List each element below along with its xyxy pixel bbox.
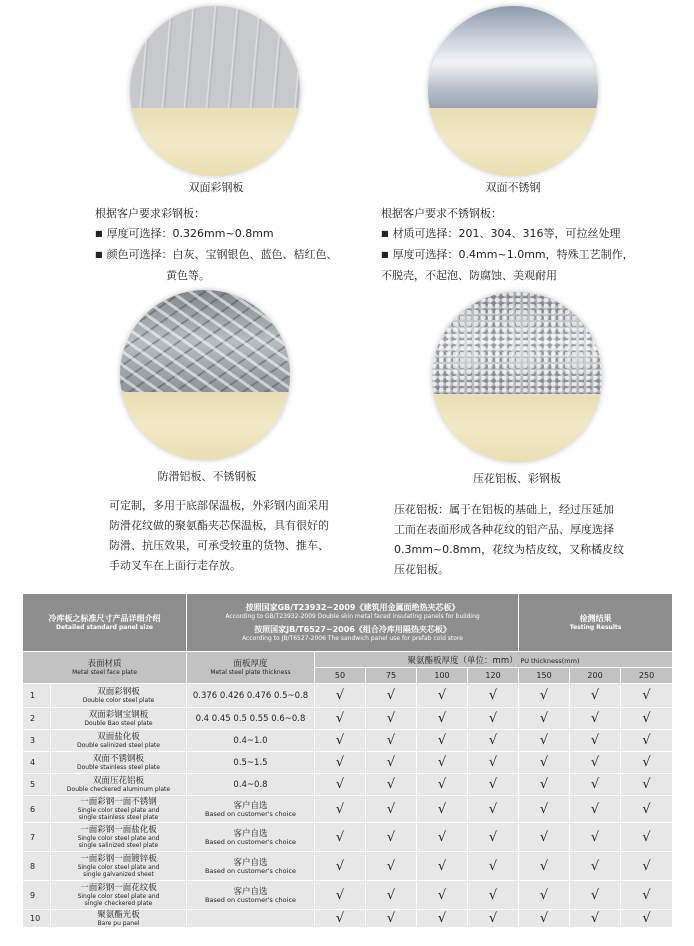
check-mark-cell: √ — [468, 730, 519, 752]
check-mark-cell: √ — [468, 910, 519, 928]
table-row — [23, 708, 673, 730]
feature-intro: 根据客户要求不锈钢板： — [381, 207, 502, 220]
plate-thickness-cell — [187, 796, 315, 823]
check-mark-cell: √ — [468, 823, 519, 852]
plate-thickness-cell — [187, 708, 315, 730]
pu-size-cell: 100 — [417, 668, 468, 684]
face-plate-zh: 聚氨酯光板 — [97, 910, 140, 920]
plate-thickness-cell — [187, 881, 315, 910]
plate-thickness-value: 客户自选 — [233, 828, 268, 839]
check-mark-cell: √ — [621, 823, 673, 852]
face-plate-en: single checkered plate — [84, 900, 153, 907]
check-mark-cell: √ — [570, 752, 621, 774]
plate-thickness-value: 客户自选 — [233, 886, 268, 897]
check-mark-cell: √ — [621, 796, 673, 823]
face-plate-header-en: Metal steel face plate — [72, 669, 137, 676]
table-row — [23, 823, 673, 852]
feature-bullet: ■ 厚度可选择：0.326mm~0.8mm — [95, 224, 338, 245]
feature-caption: 防滑铝板、不锈钢板 — [157, 470, 257, 483]
check-mark-cell: √ — [621, 730, 673, 752]
check-mark-cell: √ — [417, 910, 468, 928]
face-plate-cell — [51, 796, 187, 823]
check-mark-cell: √ — [366, 852, 417, 881]
feature-text-line: 压花铝板。 — [394, 563, 449, 576]
table-row — [23, 852, 673, 881]
check-mark-cell: √ — [417, 708, 468, 730]
feature-text-line: 可定制，多用于底部保温板，外彩钢内面采用 — [109, 499, 329, 512]
thickness-header-en: Metal steel plate thickness — [210, 669, 291, 676]
check-mark-cell: √ — [315, 823, 366, 852]
face-plate-zh: 一面彩钢一面镀锌板 — [80, 854, 157, 864]
face-plate-cell — [51, 730, 187, 752]
feature-description — [394, 500, 624, 580]
check-mark-cell: √ — [417, 881, 468, 910]
check-mark-cell: √ — [366, 774, 417, 796]
check-mark-cell: √ — [315, 730, 366, 752]
face-plate-zh: 双面彩钢板 — [97, 687, 140, 697]
check-mark-cell: √ — [366, 823, 417, 852]
plate-thickness-en: Based on customer's choice — [204, 866, 297, 875]
check-mark-cell: √ — [570, 881, 621, 910]
plate-thickness-value: 客户自选 — [233, 800, 268, 811]
check-mark-cell: √ — [468, 684, 519, 708]
feature-bullet-continued: 不脱壳，不起泡、防腐蚀、美观耐用 — [381, 269, 557, 282]
face-plate-zh: 一面彩钢一面花纹板 — [80, 883, 157, 893]
spec-table-body — [23, 684, 673, 928]
pu-thickness-header-en: PU thickness(mm) — [520, 656, 580, 665]
check-mark-cell: √ — [570, 852, 621, 881]
face-plate-zh: 双面彩钢宝钢板 — [88, 710, 149, 720]
check-mark-cell: √ — [315, 910, 366, 928]
check-mark-cell: √ — [315, 752, 366, 774]
check-mark-cell: √ — [315, 852, 366, 881]
plate-thickness-cell — [187, 774, 315, 796]
plate-thickness-value: 0.4 0.45 0.5 0.55 0.6~0.8 — [195, 713, 306, 724]
plate-thickness-en: Based on customer's choice — [204, 809, 297, 818]
pu-size-cell: 150 — [519, 668, 570, 684]
panel-image-anti-slip-plate — [120, 290, 290, 460]
face-plate-cell — [51, 823, 187, 852]
check-mark-cell: √ — [417, 730, 468, 752]
table-row — [23, 910, 673, 928]
face-plate-header-zh: 表面材质 — [87, 659, 122, 669]
check-mark-cell: √ — [417, 684, 468, 708]
plate-thickness-cell — [187, 752, 315, 774]
check-mark-cell: √ — [417, 852, 468, 881]
pu-size-cell: 75 — [366, 668, 417, 684]
face-plate-cell — [51, 684, 187, 708]
feature-caption: 双面彩钢板 — [188, 181, 244, 194]
panel-image-embossed-plate — [432, 292, 602, 462]
table-title — [23, 594, 187, 652]
check-mark-cell: √ — [366, 881, 417, 910]
check-mark-cell: √ — [570, 708, 621, 730]
check-mark-cell: √ — [468, 852, 519, 881]
face-plate-cell — [51, 752, 187, 774]
check-mark-cell: √ — [519, 708, 570, 730]
check-mark-cell: √ — [468, 796, 519, 823]
plate-thickness-value: 0.4~0.8 — [233, 779, 268, 790]
plate-thickness-cell — [187, 852, 315, 881]
feature-text-line: 手动叉车在上面行走存放。 — [109, 559, 241, 572]
feature-bullet-continued: 黄色等。 — [166, 269, 210, 282]
check-mark-cell: √ — [366, 708, 417, 730]
table-row — [23, 752, 673, 774]
check-mark-cell: √ — [417, 796, 468, 823]
check-mark-cell: √ — [468, 881, 519, 910]
face-plate-en: Single color steel plate and — [77, 807, 160, 814]
check-mark-cell: √ — [366, 910, 417, 928]
row-index: 10 — [23, 910, 51, 928]
standard-gb-en: According to GB/T23932-2009 Double skin metal faced insulating panels for building — [225, 613, 480, 620]
standard-jb-en: According to JB/T6527-2006 The sandwich panel use for prefab cold store — [242, 635, 463, 642]
face-plate-en: single salinized steel plate — [78, 842, 159, 849]
check-mark-cell: √ — [621, 910, 673, 928]
row-index: 5 — [23, 774, 51, 796]
face-plate-zh: 一面彩钢一面不锈钢 — [80, 797, 157, 807]
panel-image-double-stainless-steel — [428, 6, 598, 176]
check-mark-cell: √ — [366, 684, 417, 708]
plate-thickness-cell — [187, 684, 315, 708]
check-mark-cell: √ — [417, 823, 468, 852]
feature-text-line: 压花铝板：属于在铝板的基础上，经过压延加 — [394, 503, 614, 516]
check-mark-cell: √ — [519, 852, 570, 881]
face-plate-en: Single color steel plate and — [77, 864, 160, 871]
table-standards — [187, 594, 519, 652]
row-index: 1 — [23, 684, 51, 708]
check-mark-cell: √ — [519, 796, 570, 823]
check-mark-cell: √ — [570, 774, 621, 796]
check-mark-cell: √ — [315, 796, 366, 823]
check-mark-cell: √ — [519, 774, 570, 796]
face-plate-header — [23, 652, 187, 684]
plate-thickness-cell — [187, 823, 315, 852]
row-index: 9 — [23, 881, 51, 910]
face-plate-en: single galvanized sheet — [83, 871, 154, 878]
row-index: 7 — [23, 823, 51, 852]
plate-thickness-en: Based on customer's choice — [204, 837, 297, 846]
check-mark-cell: √ — [519, 823, 570, 852]
pu-thickness-header — [315, 652, 673, 668]
check-mark-cell: √ — [417, 752, 468, 774]
plate-thickness-cell — [187, 730, 315, 752]
check-mark-cell: √ — [315, 684, 366, 708]
table-row — [23, 796, 673, 823]
face-plate-zh: 一面彩钢一面盐化板 — [80, 825, 157, 835]
face-plate-en: Double stainless steel plate — [77, 764, 160, 771]
table-title-en: Detailed standard panel size — [56, 624, 153, 631]
check-mark-cell: √ — [621, 684, 673, 708]
pu-size-cell: 250 — [621, 668, 673, 684]
check-mark-cell: √ — [315, 708, 366, 730]
plate-thickness-value: 0.376 0.426 0.476 0.5~0.8 — [192, 690, 309, 701]
face-plate-cell — [51, 852, 187, 881]
standard-gb-zh: 按照国家GB/T23932~2009《建筑用金属面绝热夹芯板》 — [245, 603, 460, 612]
face-plate-en: Double checkered aluminum plate — [66, 786, 171, 793]
thickness-header — [187, 652, 315, 684]
plate-thickness-en: Based on customer's choice — [204, 895, 297, 904]
face-plate-zh: 双面盐化板 — [97, 732, 140, 742]
check-mark-cell: √ — [621, 881, 673, 910]
row-index: 6 — [23, 796, 51, 823]
thickness-header-zh: 面板厚度 — [233, 659, 268, 669]
face-plate-cell — [51, 774, 187, 796]
pu-size-cell: 50 — [315, 668, 366, 684]
face-plate-en: Bare pu panel — [97, 920, 140, 927]
check-mark-cell: √ — [621, 708, 673, 730]
check-mark-cell: √ — [519, 684, 570, 708]
face-plate-en: Single color steel plate and — [77, 893, 160, 900]
face-plate-en: Double color steel plate — [82, 697, 155, 704]
row-index: 4 — [23, 752, 51, 774]
check-mark-cell: √ — [315, 881, 366, 910]
testing-results-zh: 检测结果 — [579, 614, 612, 623]
face-plate-en: Double Bao steel plate — [84, 720, 153, 727]
feature-caption: 双面不锈钢 — [485, 181, 541, 194]
testing-results-en: Testing Results — [569, 624, 622, 631]
feature-text-line: 0.3mm~0.8mm，花纹为桔皮纹，又称橘皮纹 — [394, 543, 625, 556]
table-row — [23, 684, 673, 708]
table-row — [23, 774, 673, 796]
testing-results-header — [519, 594, 673, 652]
check-mark-cell: √ — [468, 774, 519, 796]
pu-size-cell: 200 — [570, 668, 621, 684]
face-plate-cell — [51, 910, 187, 928]
check-mark-cell: √ — [315, 774, 366, 796]
feature-description — [109, 496, 329, 576]
feature-description — [381, 204, 634, 286]
check-mark-cell: √ — [366, 730, 417, 752]
feature-text-line: 防滑、抗压效果，可承受较重的货物、推车、 — [109, 539, 329, 552]
panel-spec-table — [22, 593, 673, 928]
row-index: 3 — [23, 730, 51, 752]
face-plate-cell — [51, 708, 187, 730]
row-index: 2 — [23, 708, 51, 730]
pu-size-cell: 120 — [468, 668, 519, 684]
check-mark-cell: √ — [621, 774, 673, 796]
table-title-zh: 冷库板之标准尺寸产品详细介绍 — [48, 614, 161, 623]
table-row — [23, 881, 673, 910]
check-mark-cell: √ — [366, 796, 417, 823]
feature-text-line: 工而在表面形成各种花纹的铝产品、厚度选择 — [394, 523, 614, 536]
plate-thickness-cell — [187, 910, 315, 928]
face-plate-en: Double salinized steel plate — [77, 742, 160, 749]
table-row — [23, 730, 673, 752]
panel-image-double-color-steel — [130, 6, 300, 176]
feature-bullet: ■ 厚度可选择：0.4mm~1.0mm，特殊工艺制作， — [381, 245, 634, 266]
face-plate-zh: 双面不锈钢板 — [92, 754, 144, 764]
check-mark-cell: √ — [468, 708, 519, 730]
standard-jb-zh: 按照国家JB/T6527~2006《组合冷库用隔热夹芯板》 — [254, 625, 451, 634]
feature-text-line: 防滑花纹做的聚氨酯夹芯保温板，具有很好的 — [109, 519, 329, 532]
check-mark-cell: √ — [519, 881, 570, 910]
check-mark-cell: √ — [570, 796, 621, 823]
face-plate-zh: 双面压花铝板 — [92, 776, 144, 786]
check-mark-cell: √ — [570, 684, 621, 708]
feature-bullet: ■ 材质可选择：201、304、316等，可拉丝处理 — [381, 224, 634, 245]
feature-caption: 压花铝板、彩钢板 — [473, 472, 561, 485]
face-plate-cell — [51, 881, 187, 910]
check-mark-cell: √ — [519, 752, 570, 774]
check-mark-cell: √ — [366, 752, 417, 774]
feature-intro: 根据客户要求彩钢板： — [95, 207, 205, 220]
pu-thickness-header-zh: 聚氨酯板厚度（单位：mm） — [407, 655, 518, 666]
plate-thickness-value: 0.5~1.5 — [233, 757, 268, 768]
check-mark-cell: √ — [621, 752, 673, 774]
check-mark-cell: √ — [519, 730, 570, 752]
plate-thickness-value: 0.4~1.0 — [233, 735, 268, 746]
check-mark-cell: √ — [468, 752, 519, 774]
feature-description — [95, 204, 338, 286]
row-index: 8 — [23, 852, 51, 881]
check-mark-cell: √ — [417, 774, 468, 796]
check-mark-cell: √ — [570, 910, 621, 928]
check-mark-cell: √ — [519, 910, 570, 928]
check-mark-cell: √ — [570, 823, 621, 852]
feature-bullet: ■ 颜色可选择：白灰、宝钢银色、蓝色、桔红色、 — [95, 245, 338, 266]
check-mark-cell: √ — [621, 852, 673, 881]
face-plate-en: single stainless steel plate — [78, 814, 159, 821]
plate-thickness-value: 客户自选 — [233, 857, 268, 868]
face-plate-en: Single color steel plate and — [77, 835, 160, 842]
check-mark-cell: √ — [570, 730, 621, 752]
